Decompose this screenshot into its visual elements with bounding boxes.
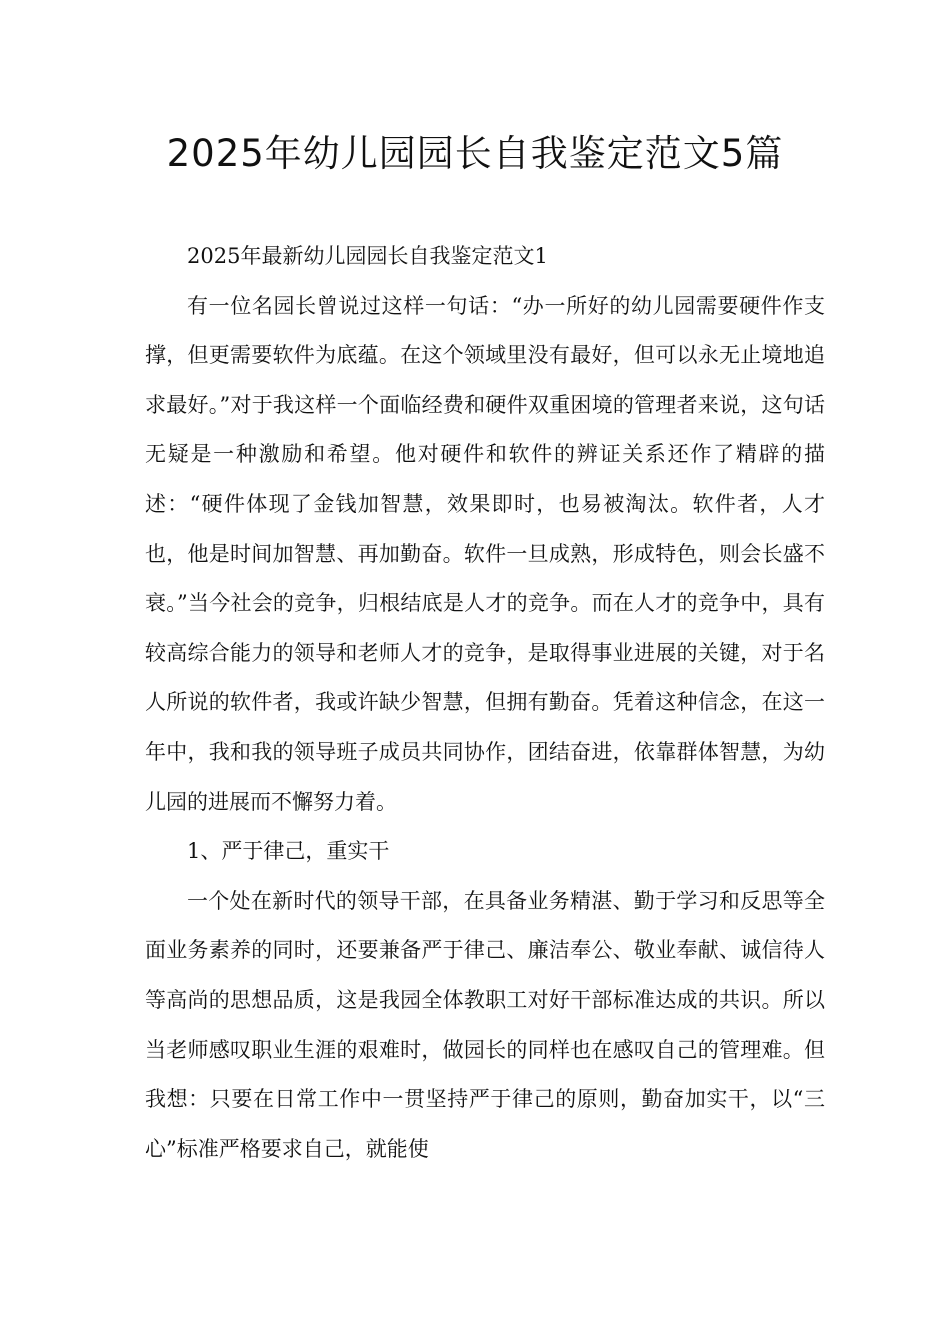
section-heading: 1、严于律己，重实干 — [187, 839, 390, 864]
subtitle: 2025年最新幼儿园园长自我鉴定范文1 — [187, 244, 548, 268]
section-paragraph: 一个处在新时代的领导干部，在具备业务精湛、勤于学习和反思等全面业务素养的同时，还要兼备严于律己、廉洁奉公、敬业奉献、诚信待人等高尚的思想品质，这是我园全体教职工对好干部标准达成的共识。所以当老师感叹职业生涯的艰难时，做园长的同样也在感叹自己的管理难。但我想：只要在日常工作中一贯坚持严于律己的原则，勤奋加实干，以“三心”标准严格要求自己，就能使 — [145, 888, 825, 1161]
document-title: 2025年幼儿园园长自我鉴定范文5篇 — [166, 132, 784, 175]
intro-paragraph: 有一位名园长曾说过这样一句话：“办一所好的幼儿园需要硬件作支撑，但更需要软件为底蕴。在这个领域里没有最好，但可以永无止境地追求最好。”对于我这样一个面临经费和硬件双重困境的管理者来说，这句话无疑是一种激励和希望。他对硬件和软件的辨证关系还作了精辟的描述：“硬件体现了金钱加智慧，效果即时，也易被淘汰。软件者，人才也，他是时间加智慧、再加勤奋。软件一旦成熟，形成特色，则会长盛不衰。”当今社会的竞争，归根结底是人才的竞争。而在人才的竞争中，具有较高综合能力的领导和老师人才的竞争，是取得事业进展的关键，对于名人所说的软件者，我或许缺少智慧，但拥有勤奋。凭着这种信念，在这一年中，我和我的领导班子成员共同协作，团结奋进，依靠群体智慧，为幼儿园的进展而不懈努力着。 — [145, 293, 825, 814]
document-body — [145, 232, 825, 1174]
